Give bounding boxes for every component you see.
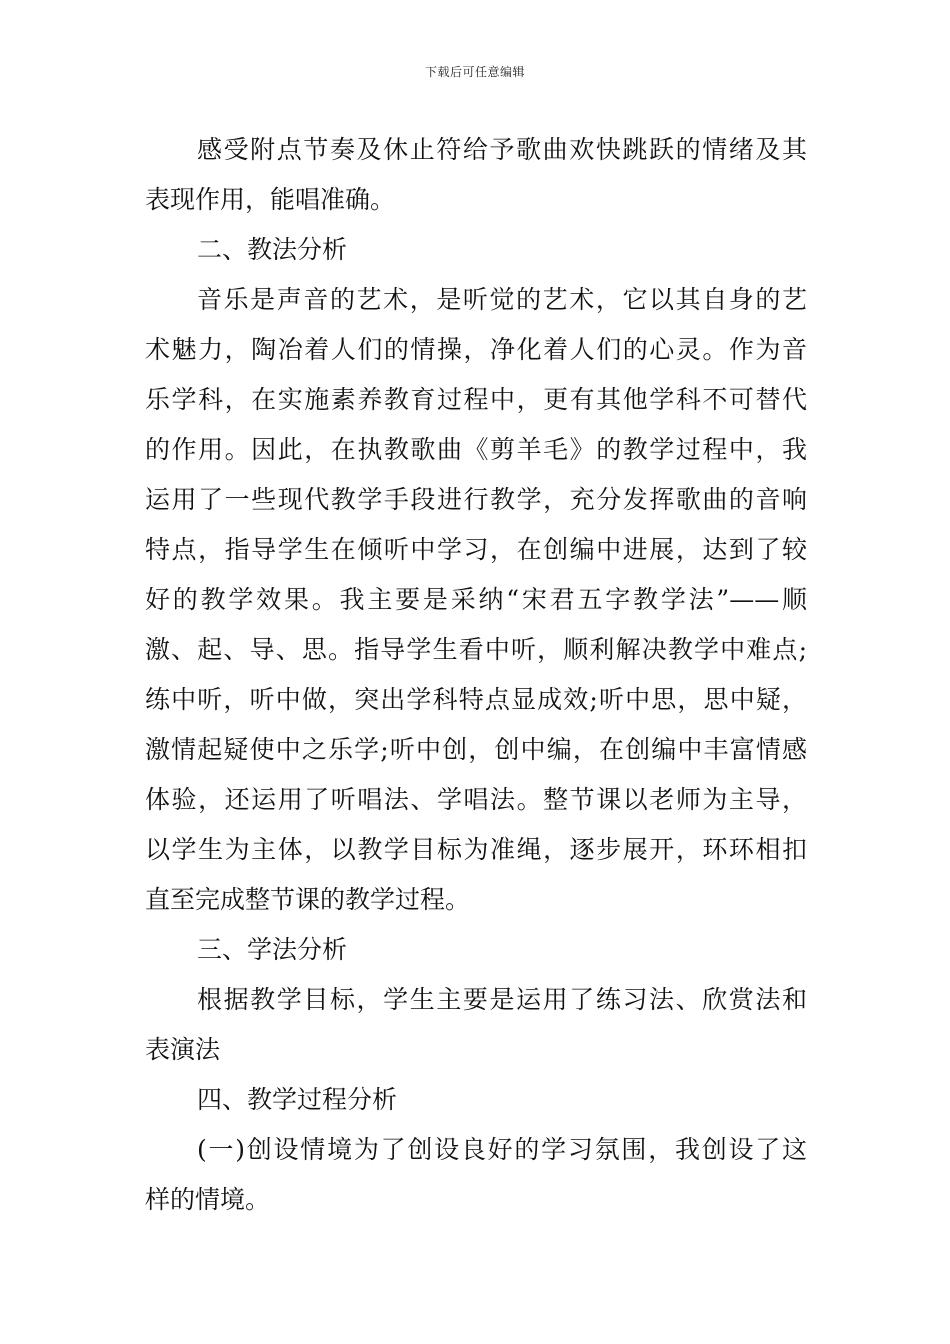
text-line: (一)创设情境为了创设良好的学习氛围，我创设了这 — [197, 1135, 807, 1164]
text-line: 样的情境。 — [145, 1185, 271, 1214]
page-header: 下载后可任意编辑 — [424, 65, 525, 79]
text-line: 三、学法分析 — [197, 935, 348, 964]
text-line: 激、起、导、思。指导学生看中听，顺利解决教学中难点; — [145, 635, 807, 664]
document-body — [145, 125, 807, 1225]
text-line: 感受附点节奏及休止符给予歌曲欢快跳跃的情绪及其 — [197, 135, 807, 164]
text-line: 表演法 — [145, 1035, 221, 1064]
text-line: 音乐是声音的艺术，是听觉的艺术，它以其自身的艺 — [197, 285, 807, 314]
text-line: 体验，还运用了听唱法、学唱法。整节课以老师为主导， — [145, 785, 807, 814]
text-line: 表现作用，能唱准确。 — [145, 185, 396, 214]
text-line: 特点，指导学生在倾听中学习，在创编中进展，达到了较 — [145, 535, 807, 564]
text-line: 的作用。因此，在执教歌曲《剪羊毛》的教学过程中，我 — [145, 435, 807, 464]
text-line: 二、教法分析 — [197, 235, 348, 264]
text-line: 好的教学效果。我主要是采纳“宋君五字教学法”——顺 — [145, 585, 807, 614]
text-line: 激情起疑使中之乐学;听中创，创中编，在创编中丰富情感 — [145, 735, 807, 764]
text-line: 根据教学目标，学生主要是运用了练习法、欣赏法和 — [197, 985, 807, 1014]
text-line: 运用了一些现代教学手段进行教学，充分发挥歌曲的音响 — [145, 485, 807, 514]
text-line: 乐学科，在实施素养教育过程中，更有其他学科不可替代 — [145, 385, 807, 414]
text-line: 直至完成整节课的教学过程。 — [145, 885, 471, 914]
text-line: 以学生为主体，以教学目标为准绳，逐步展开，环环相扣 — [145, 835, 807, 864]
text-line: 四、教学过程分析 — [197, 1085, 398, 1114]
text-line: 练中听，听中做，突出学科特点显成效;听中思，思中疑， — [145, 685, 807, 714]
text-line: 术魅力，陶冶着人们的情操，净化着人们的心灵。作为音 — [145, 335, 807, 364]
